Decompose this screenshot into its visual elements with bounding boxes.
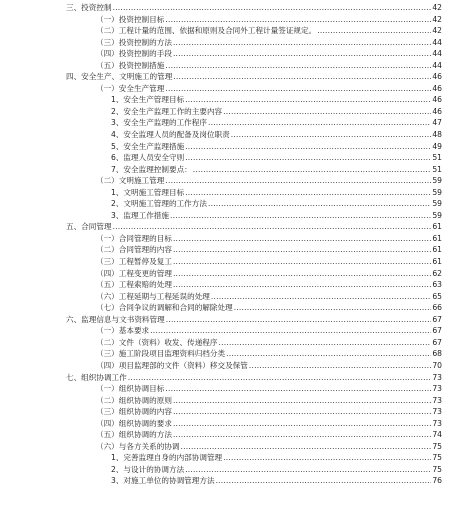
toc-entry[interactable] — [0, 256, 474, 268]
toc-entry-title: 四、安全生产、文明施工的管理 — [66, 72, 173, 82]
toc-entry[interactable] — [0, 475, 474, 487]
toc-leader-dots — [173, 37, 431, 49]
toc-leader-dots — [185, 94, 431, 106]
toc-page-number: 61 — [432, 222, 442, 232]
toc-leader-dots — [223, 452, 431, 464]
toc-leader-dots — [181, 441, 431, 453]
toc-entry[interactable] — [0, 94, 474, 106]
toc-entry-title: 3、监理工作措施 — [111, 210, 169, 220]
toc-entry[interactable] — [0, 291, 474, 303]
toc-entry-title: （二）文明施工管理 — [96, 176, 165, 186]
toc-entry[interactable] — [0, 164, 474, 176]
toc-page-number: 75 — [432, 464, 442, 474]
toc-leader-dots — [223, 106, 431, 118]
toc-leader-dots — [173, 48, 431, 60]
toc-leader-dots — [219, 337, 432, 349]
toc-page-number: 73 — [432, 384, 442, 394]
toc-entry[interactable] — [0, 60, 474, 72]
toc-entry-title: （一）基本要求 — [96, 326, 150, 336]
toc-leader-dots — [165, 60, 431, 72]
toc-page-number: 63 — [432, 280, 442, 290]
toc-leader-dots — [173, 268, 431, 280]
toc-entry-title: （六）与各方关系的协调 — [96, 441, 180, 451]
toc-leader-dots — [150, 325, 431, 337]
toc-leader-dots — [173, 406, 431, 418]
toc-page-number: 46 — [432, 106, 442, 116]
toc-entry-title: （五）投资控制措施 — [96, 60, 165, 70]
toc-entry[interactable] — [0, 2, 474, 14]
toc-page-number: 75 — [432, 441, 442, 451]
toc-entry[interactable] — [0, 152, 474, 164]
toc-entry-title: （二）工程计量的范围、依据和原则及合同外工程计量签证规定。 — [96, 26, 317, 36]
toc-entry[interactable] — [0, 406, 474, 418]
toc-leader-dots — [211, 291, 431, 303]
toc-entry[interactable] — [0, 325, 474, 337]
toc-entry-title: 2、文明施工管理的工作方法 — [111, 199, 207, 209]
toc-entry-title: 六、监理信息与文书资料管理 — [66, 314, 165, 324]
toc-page-number: 42 — [432, 26, 442, 36]
toc-entry[interactable] — [0, 25, 474, 37]
toc-entry[interactable] — [0, 360, 474, 372]
toc-leader-dots — [185, 152, 431, 164]
toc-entry[interactable] — [0, 175, 474, 187]
toc-page-number: 73 — [432, 395, 442, 405]
toc-entry-title: （六）工程延期与工程延误的处理 — [96, 291, 210, 301]
toc-page-number: 67 — [432, 326, 442, 336]
toc-entry-title: 三、投资控制 — [66, 3, 112, 12]
toc-page-number: 61 — [432, 257, 442, 267]
toc-leader-dots — [185, 187, 431, 199]
toc-entry-title: 6、监理人员安全守则 — [111, 153, 185, 163]
toc-leader-dots — [249, 360, 431, 372]
toc-leader-dots — [173, 256, 431, 268]
toc-entry[interactable] — [0, 372, 474, 384]
toc-entry-title: （三）工程暂停及复工 — [96, 257, 172, 267]
toc-entry-title: （四）投资控制的手段 — [96, 49, 172, 59]
toc-leader-dots — [185, 141, 431, 153]
toc-entry[interactable] — [0, 268, 474, 280]
toc-leader-dots — [208, 198, 431, 210]
toc-leader-dots — [113, 2, 431, 14]
toc-page-number: 47 — [432, 118, 442, 128]
toc-page-number: 59 — [432, 187, 442, 197]
toc-page-number: 59 — [432, 199, 442, 209]
toc-leader-dots — [173, 233, 431, 245]
toc-leader-dots — [113, 221, 431, 233]
toc-entry-title: （一）安全生产管理 — [96, 83, 165, 93]
toc-entry-title: 2、与设计的协调方法 — [111, 464, 185, 474]
toc-entry-title: 3、对施工单位的协调管理方法 — [111, 476, 215, 486]
toc-leader-dots — [128, 372, 431, 384]
toc-entry-title: （五）组织协调的方法 — [96, 430, 172, 440]
toc-page-number: 70 — [432, 360, 442, 370]
toc-leader-dots — [234, 302, 431, 314]
toc-entry-title: （一）组织协调目标 — [96, 384, 165, 394]
toc-entry-title: 2、安全生产监理工作的主要内容 — [111, 106, 223, 116]
toc-leader-dots — [231, 129, 431, 141]
toc-page-number: 48 — [432, 130, 442, 140]
toc-entry-title: 5、安全生产监理措施 — [111, 141, 185, 151]
toc-leader-dots — [173, 429, 431, 441]
toc-page-number: 67 — [432, 337, 442, 347]
toc-entry[interactable] — [0, 314, 474, 326]
toc-entry[interactable] — [0, 418, 474, 430]
toc-page-number: 66 — [432, 303, 442, 313]
toc-entry[interactable] — [0, 198, 474, 210]
toc-entry-title: （四）工程变更的管理 — [96, 268, 172, 278]
toc-entry-title: （一）投资控制目标 — [96, 14, 165, 24]
toc-page-number: 44 — [432, 60, 442, 70]
toc-leader-dots — [170, 210, 431, 222]
toc-page-number: 51 — [432, 153, 442, 163]
toc-entry[interactable] — [0, 141, 474, 153]
toc-page-number: 51 — [432, 164, 442, 174]
toc-entry[interactable] — [0, 48, 474, 60]
toc-leader-dots — [185, 464, 431, 476]
toc-page-number: 46 — [432, 72, 442, 82]
toc-entry[interactable] — [0, 464, 474, 476]
toc-page-number: 68 — [432, 349, 442, 359]
toc-entry-title: （一）合同管理的目标 — [96, 233, 172, 243]
toc-leader-dots — [173, 71, 431, 83]
toc-leader-dots — [165, 14, 431, 26]
toc-entry-title: （四）项目监理部的文件（资料）移交及保管 — [96, 360, 248, 370]
toc-entry-title: 7、安全监理控制要点： — [111, 164, 192, 174]
toc-entry[interactable] — [0, 395, 474, 407]
toc-leader-dots — [226, 348, 431, 360]
toc-entry-title: （七）合同争议的调解和合同的解除处理 — [96, 303, 233, 313]
toc-page-number: 67 — [432, 314, 442, 324]
toc-page-number: 42 — [432, 3, 442, 12]
toc-page-number: 62 — [432, 268, 442, 278]
toc-entry[interactable] — [0, 106, 474, 118]
toc-leader-dots — [173, 418, 431, 430]
toc-page-number: 42 — [432, 14, 442, 24]
toc-entry-title: 1、完善监理自身的内部协调管理 — [111, 453, 223, 463]
toc-leader-dots — [173, 279, 431, 291]
toc-page-number: 73 — [432, 407, 442, 417]
toc-entry-title: （三）投资控制的方法 — [96, 37, 172, 47]
toc-entry[interactable] — [0, 383, 474, 395]
toc-page-number: 73 — [432, 418, 442, 428]
toc-leader-dots — [317, 25, 431, 37]
toc-leader-dots — [173, 395, 431, 407]
toc-entry-title: （二）文件（资料）收发、传递程序 — [96, 337, 218, 347]
toc-page-number: 44 — [432, 49, 442, 59]
toc-entry[interactable] — [0, 37, 474, 49]
toc-page-number: 46 — [432, 83, 442, 93]
toc-page-number: 74 — [432, 430, 442, 440]
toc-entry[interactable] — [0, 83, 474, 95]
toc-entry[interactable] — [0, 71, 474, 83]
toc-entry[interactable] — [0, 429, 474, 441]
toc-entry[interactable] — [0, 129, 474, 141]
toc-entry[interactable] — [0, 348, 474, 360]
toc-entry-title: 1、文明施工管理目标 — [111, 187, 185, 197]
toc-leader-dots — [216, 475, 431, 487]
toc-entry[interactable] — [0, 279, 474, 291]
toc-entry[interactable] — [0, 233, 474, 245]
toc-entry-title: 4、安全监理人员的配备及岗位职责 — [111, 130, 230, 140]
toc-entry-title: 3、安全生产监理的工作程序 — [111, 118, 207, 128]
toc-leader-dots — [165, 83, 431, 95]
toc-entry[interactable] — [0, 441, 474, 453]
toc-page-number: 61 — [432, 245, 442, 255]
toc-entry[interactable] — [0, 14, 474, 26]
toc-leader-dots — [208, 117, 431, 129]
toc-leader-dots — [173, 244, 431, 256]
toc-entry-title: 1、安全生产管理目标 — [111, 95, 185, 105]
toc-leader-dots — [165, 175, 431, 187]
toc-entry-title: （三）组织协调的内容 — [96, 407, 172, 417]
toc-page-number: 46 — [432, 95, 442, 105]
toc-leader-dots — [165, 383, 431, 395]
toc-leader-dots — [166, 314, 431, 326]
toc-entry-title: 七、组织协调工作 — [66, 372, 127, 382]
toc-entry-title: 五、合同管理 — [66, 222, 112, 232]
toc-entry[interactable] — [0, 337, 474, 349]
toc-entry-title: （五）工程索赔的处理 — [96, 280, 172, 290]
toc-entry[interactable] — [0, 210, 474, 222]
toc-entry[interactable] — [0, 452, 474, 464]
toc-entry[interactable] — [0, 221, 474, 233]
toc-page-number: 44 — [432, 37, 442, 47]
toc-page-number: 65 — [432, 291, 442, 301]
toc-page-number: 73 — [432, 372, 442, 382]
toc-leader-dots — [193, 164, 431, 176]
table-of-contents — [0, 2, 474, 487]
toc-entry[interactable] — [0, 187, 474, 199]
toc-page-number: 59 — [432, 176, 442, 186]
toc-page-number: 49 — [432, 141, 442, 151]
toc-entry[interactable] — [0, 244, 474, 256]
toc-page-number: 59 — [432, 210, 442, 220]
toc-page-number: 61 — [432, 233, 442, 243]
toc-entry-title: （二）合同管理的内容 — [96, 245, 172, 255]
toc-page-number: 76 — [432, 476, 442, 486]
toc-entry[interactable] — [0, 117, 474, 129]
toc-page-number: 75 — [432, 453, 442, 463]
toc-entry-title: （二）组织协调的原则 — [96, 395, 172, 405]
toc-entry[interactable] — [0, 302, 474, 314]
toc-entry-title: （三）施工阶段项目监理资料归档分类 — [96, 349, 226, 359]
toc-entry-title: （四）组织协调的要求 — [96, 418, 172, 428]
